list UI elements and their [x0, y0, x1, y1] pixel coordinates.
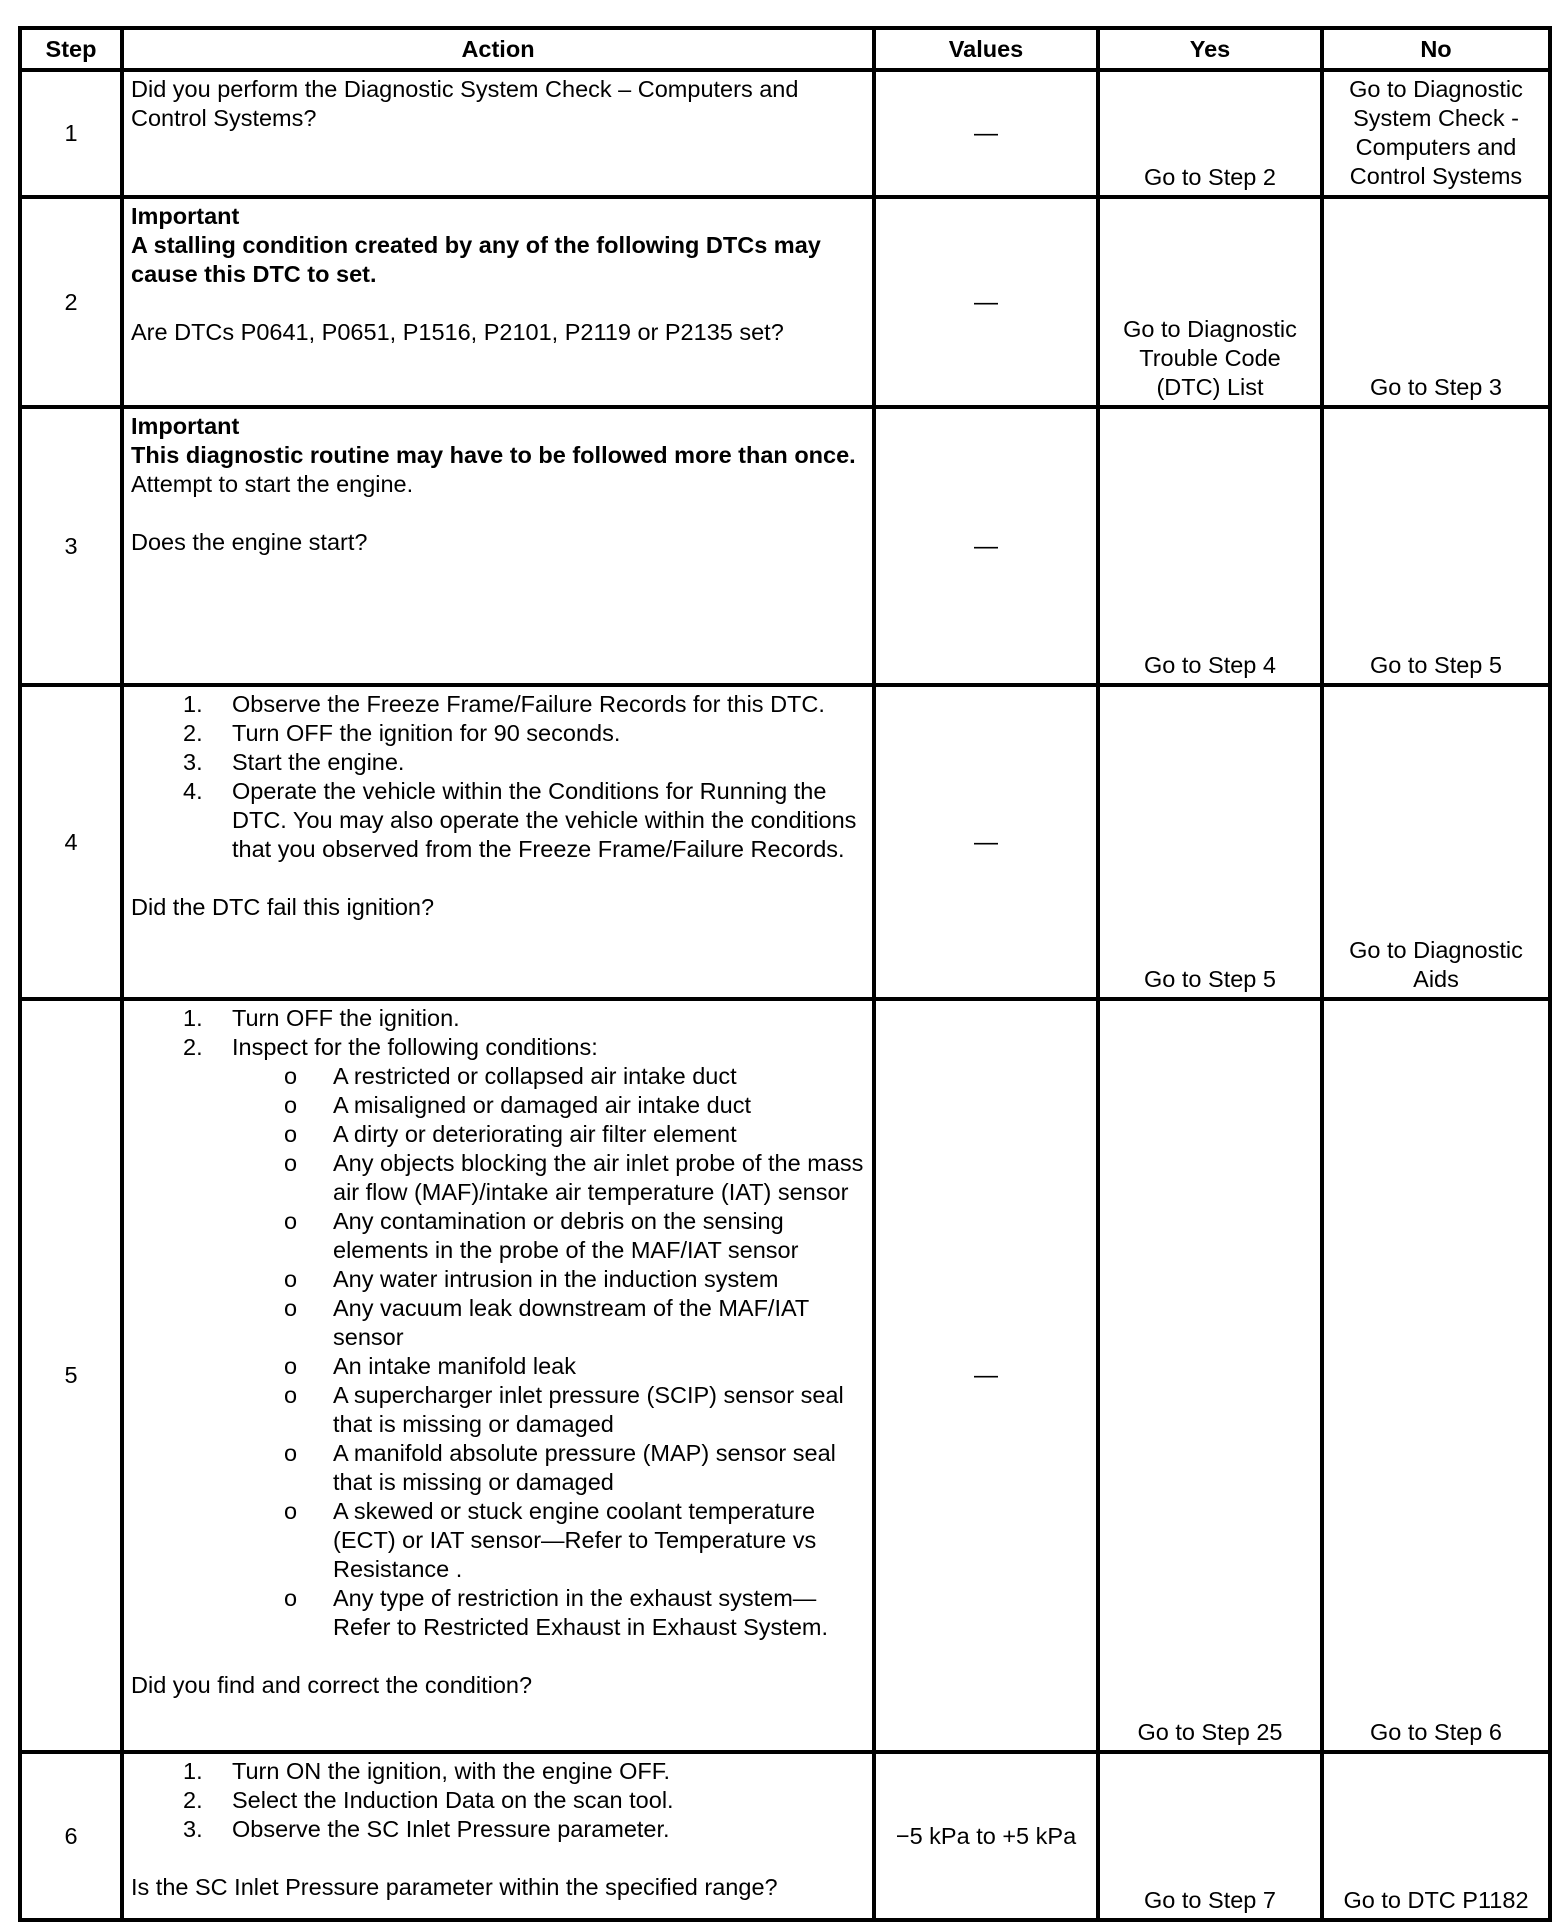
- condition-item: [232, 1091, 865, 1120]
- item-text: Turn ON the ignition, with the engine OFF.: [232, 1758, 671, 1784]
- bullet-icon: o: [284, 1208, 298, 1234]
- item-number: 3.: [183, 1816, 203, 1842]
- list-item: [131, 1815, 865, 1844]
- item-text: Turn OFF the ignition for 90 seconds.: [232, 720, 621, 746]
- bullet-icon: o: [284, 1585, 298, 1611]
- step-number: 5: [20, 999, 122, 1752]
- numbered-list: [131, 1004, 865, 1642]
- item-text: Observe the SC Inlet Pressure parameter.: [232, 1816, 670, 1842]
- bullet-icon: o: [284, 1092, 298, 1118]
- step-number: 4: [20, 685, 122, 999]
- question-text: Did you find and correct the condition?: [131, 1672, 533, 1698]
- bullet-icon: o: [284, 1266, 298, 1292]
- bullet-icon: o: [284, 1440, 298, 1466]
- values-cell: —: [874, 407, 1098, 685]
- important-text: A stalling condition created by any of the following DTCs may cause this DTC to set.: [131, 232, 821, 287]
- header-yes: Yes: [1098, 28, 1322, 70]
- values-cell: —: [874, 70, 1098, 197]
- yes-cell: Go to Step 25: [1098, 999, 1322, 1752]
- action-cell: [122, 685, 874, 999]
- item-number: 1.: [183, 1005, 203, 1031]
- condition-text: A restricted or collapsed air intake duct: [333, 1063, 737, 1089]
- table-row: [20, 1752, 1550, 1920]
- item-text: Observe the Freeze Frame/Failure Records for this DTC.: [232, 691, 825, 717]
- no-cell: Go to Step 5: [1322, 407, 1550, 685]
- condition-text: Any objects blocking the air inlet probe of the mass air flow (MAF)/intake air temperature (IAT) sensor: [333, 1150, 864, 1205]
- list-item: [131, 1757, 865, 1786]
- yes-cell: Go to Step 5: [1098, 685, 1322, 999]
- condition-text: Any water intrusion in the induction system: [333, 1266, 779, 1292]
- numbered-list: [131, 1757, 865, 1844]
- action-cell: [122, 999, 874, 1752]
- bullet-icon: o: [284, 1382, 298, 1408]
- condition-item: [232, 1439, 865, 1497]
- no-cell: Go to Diagnostic System Check - Computers and Control Systems: [1322, 70, 1550, 197]
- condition-item: [232, 1584, 865, 1642]
- diagnostic-table: [18, 26, 1552, 1922]
- header-no: No: [1322, 28, 1550, 70]
- item-text: Inspect for the following conditions:: [232, 1034, 598, 1060]
- item-text: Turn OFF the ignition.: [232, 1005, 460, 1031]
- condition-text: A dirty or deteriorating air filter element: [333, 1121, 737, 1147]
- condition-text: Any type of restriction in the exhaust system—Refer to Restricted Exhaust in Exhaust System.: [333, 1585, 829, 1640]
- condition-item: [232, 1265, 865, 1294]
- item-number: 3.: [183, 749, 203, 775]
- condition-text: A manifold absolute pressure (MAP) sensor seal that is missing or damaged: [333, 1440, 836, 1495]
- list-item: [131, 1786, 865, 1815]
- bullet-icon: o: [284, 1353, 298, 1379]
- item-number: 2.: [183, 1034, 203, 1060]
- numbered-list: [131, 690, 865, 864]
- bullet-icon: o: [284, 1063, 298, 1089]
- bullet-icon: o: [284, 1295, 298, 1321]
- step-number: 1: [20, 70, 122, 197]
- action-cell: [122, 407, 874, 685]
- action-cell: [122, 70, 874, 197]
- table-row: [20, 999, 1550, 1752]
- question-text: Did the DTC fail this ignition?: [131, 894, 435, 920]
- condition-item: [232, 1149, 865, 1207]
- list-item: [131, 1033, 865, 1642]
- condition-item: [232, 1497, 865, 1584]
- instruction-text: Attempt to start the engine.: [131, 471, 414, 497]
- table-row: [20, 685, 1550, 999]
- item-number: 1.: [183, 1758, 203, 1784]
- condition-item: [232, 1120, 865, 1149]
- no-cell: Go to Diagnostic Aids: [1322, 685, 1550, 999]
- condition-text: A misaligned or damaged air intake duct: [333, 1092, 752, 1118]
- condition-text: An intake manifold leak: [333, 1353, 576, 1379]
- no-cell: Go to Step 6: [1322, 999, 1550, 1752]
- step-number: 6: [20, 1752, 122, 1920]
- action-cell: [122, 197, 874, 407]
- bullet-icon: o: [284, 1150, 298, 1176]
- item-number: 1.: [183, 691, 203, 717]
- condition-item: [232, 1207, 865, 1265]
- item-number: 4.: [183, 778, 203, 804]
- no-cell: Go to DTC P1182: [1322, 1752, 1550, 1920]
- list-item: [131, 1004, 865, 1033]
- question-text: Is the SC Inlet Pressure parameter within the specified range?: [131, 1874, 778, 1900]
- yes-cell: Go to Step 2: [1098, 70, 1322, 197]
- bullet-icon: o: [284, 1121, 298, 1147]
- item-text: Operate the vehicle within the Conditions for Running the DTC. You may also operate the vehicle within the conditions that you observed from the Freeze Frame/Failure Records.: [232, 778, 857, 862]
- header-action: Action: [122, 28, 874, 70]
- values-cell: −5 kPa to +5 kPa: [874, 1752, 1098, 1920]
- table-row: [20, 70, 1550, 197]
- condition-item: [232, 1062, 865, 1091]
- condition-text: Any vacuum leak downstream of the MAF/IAT sensor: [333, 1295, 809, 1350]
- action-text: Did you perform the Diagnostic System Check – Computers and Control Systems?: [131, 76, 799, 131]
- header-values: Values: [874, 28, 1098, 70]
- item-text: Start the engine.: [232, 749, 405, 775]
- list-item: [131, 748, 865, 777]
- condition-text: A supercharger inlet pressure (SCIP) sensor seal that is missing or damaged: [333, 1382, 844, 1437]
- condition-item: [232, 1294, 865, 1352]
- item-number: 2.: [183, 1787, 203, 1813]
- question-text: Are DTCs P0641, P0651, P1516, P2101, P2119 or P2135 set?: [131, 319, 784, 345]
- condition-item: [232, 1352, 865, 1381]
- list-item: [131, 777, 865, 864]
- values-cell: —: [874, 685, 1098, 999]
- action-cell: [122, 1752, 874, 1920]
- item-number: 2.: [183, 720, 203, 746]
- header-step: Step: [20, 28, 122, 70]
- step-number: 2: [20, 197, 122, 407]
- list-item: [131, 690, 865, 719]
- values-cell: —: [874, 197, 1098, 407]
- important-label: Important: [131, 203, 240, 229]
- step-number: 3: [20, 407, 122, 685]
- condition-text: A skewed or stuck engine coolant temperature (ECT) or IAT sensor—Refer to Temperature vs Resistance .: [333, 1498, 817, 1582]
- list-item: [131, 719, 865, 748]
- no-cell: Go to Step 3: [1322, 197, 1550, 407]
- header-row: [20, 28, 1550, 70]
- yes-cell: Go to Step 4: [1098, 407, 1322, 685]
- item-text: Select the Induction Data on the scan tool.: [232, 1787, 674, 1813]
- question-text: Does the engine start?: [131, 529, 368, 555]
- yes-cell: Go to Step 7: [1098, 1752, 1322, 1920]
- important-label: Important: [131, 413, 240, 439]
- yes-cell: Go to Diagnostic Trouble Code (DTC) List: [1098, 197, 1322, 407]
- condition-item: [232, 1381, 865, 1439]
- table-row: [20, 407, 1550, 685]
- bullet-icon: o: [284, 1498, 298, 1524]
- important-text: This diagnostic routine may have to be followed more than once.: [131, 442, 856, 468]
- values-cell: —: [874, 999, 1098, 1752]
- table-row: [20, 197, 1550, 407]
- condition-text: Any contamination or debris on the sensing elements in the probe of the MAF/IAT sensor: [333, 1208, 799, 1263]
- condition-list: [232, 1062, 865, 1642]
